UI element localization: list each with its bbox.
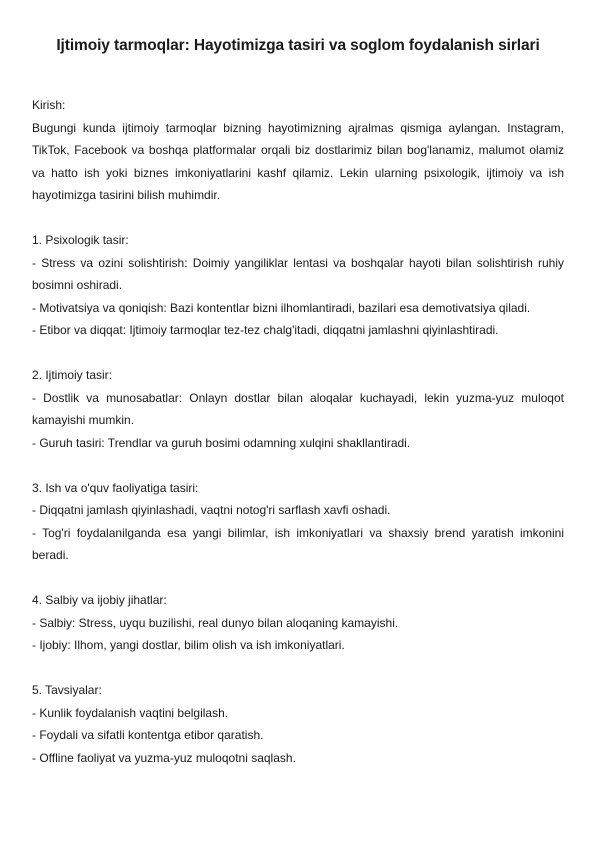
section-recommendations — [32, 679, 564, 769]
paragraph: Bugungi kunda ijtimoiy tarmoqlar bizning hayotimizning ajralmas qismiga aylangan. Instagram, TikTok, Facebook va boshqa platformalar orqali biz dostlarimiz bilan bog'lanamiz, malumot olamiz va hatto ish yoki biznes imkoniyatlarini kashf qilamiz. Lekin ularning psixologik, ijtimoiy va ish hayotimizga tasirini bilish muhimdir. — [32, 120, 564, 202]
section-social-impact — [32, 364, 564, 454]
section-psychological-impact — [32, 229, 564, 342]
document-page — [32, 36, 564, 792]
list-item: - Dostlik va munosabatlar: Onlayn dostlar bilan aloqalar kuchayadi, lekin yuzma-yuz muloqot kamayishi mumkin. — [32, 390, 564, 427]
section-introduction — [32, 94, 564, 207]
section-heading: 1. Psixologik tasir: — [32, 233, 129, 247]
list-item: - Guruh tasiri: Trendlar va guruh bosimi odamning xulqini shakllantiradi. — [32, 435, 411, 450]
list-item: - Salbiy: Stress, uyqu buzilishi, real dunyo bilan aloqaning kamayishi. — [32, 615, 399, 630]
list-item: - Tog'ri foydalanilganda esa yangi bilimlar, ish imkoniyatlari va shaxsiy brend yaratish imkonini beradi. — [32, 525, 564, 562]
list-item: - Ijobiy: Ilhom, yangi dostlar, bilim olish va ish imkoniyatlari. — [32, 638, 345, 652]
list-item: - Kunlik foydalanish vaqtini belgilash. — [32, 705, 229, 720]
section-work-study-impact — [32, 477, 564, 567]
list-item: - Motivatsiya va qoniqish: Bazi kontentlar bizni ilhomlantiradi, bazilari esa demotivatsiya qiladi. — [32, 300, 531, 315]
list-item: - Etibor va diqqat: Ijtimoiy tarmoqlar tez-tez chalg'itadi, diqqatni jamlashni qiyinlashtiradi. — [32, 323, 499, 337]
section-heading: 2. Ijtimoiy tasir: — [32, 368, 113, 382]
list-item: - Foydali va sifatli kontentga etibor qaratish. — [32, 728, 264, 742]
list-item: - Offline faoliyat va yuzma-yuz muloqotni saqlash. — [32, 750, 296, 765]
section-heading: 3. Ish va o'quv faoliyatiga tasiri: — [32, 480, 199, 495]
list-item: - Diqqatni jamlash qiyinlashadi, vaqtni notog'ri sarflash xavfi oshadi. — [32, 503, 391, 517]
section-heading: 5. Tavsiyalar: — [32, 683, 102, 697]
section-heading: Kirish: — [32, 98, 66, 112]
section-pros-cons — [32, 589, 564, 657]
document-body — [32, 94, 564, 769]
section-heading: 4. Salbiy va ijobiy jihatlar: — [32, 593, 167, 607]
list-item: - Stress va ozini solishtirish: Doimiy yangiliklar lentasi va boshqalar hayoti bilan solishtirish ruhiy bosimni oshiradi. — [32, 255, 564, 292]
document-title: Ijtimoiy tarmoqlar: Hayotimizga tasiri va soglom foydalanish sirlari — [56, 37, 540, 54]
